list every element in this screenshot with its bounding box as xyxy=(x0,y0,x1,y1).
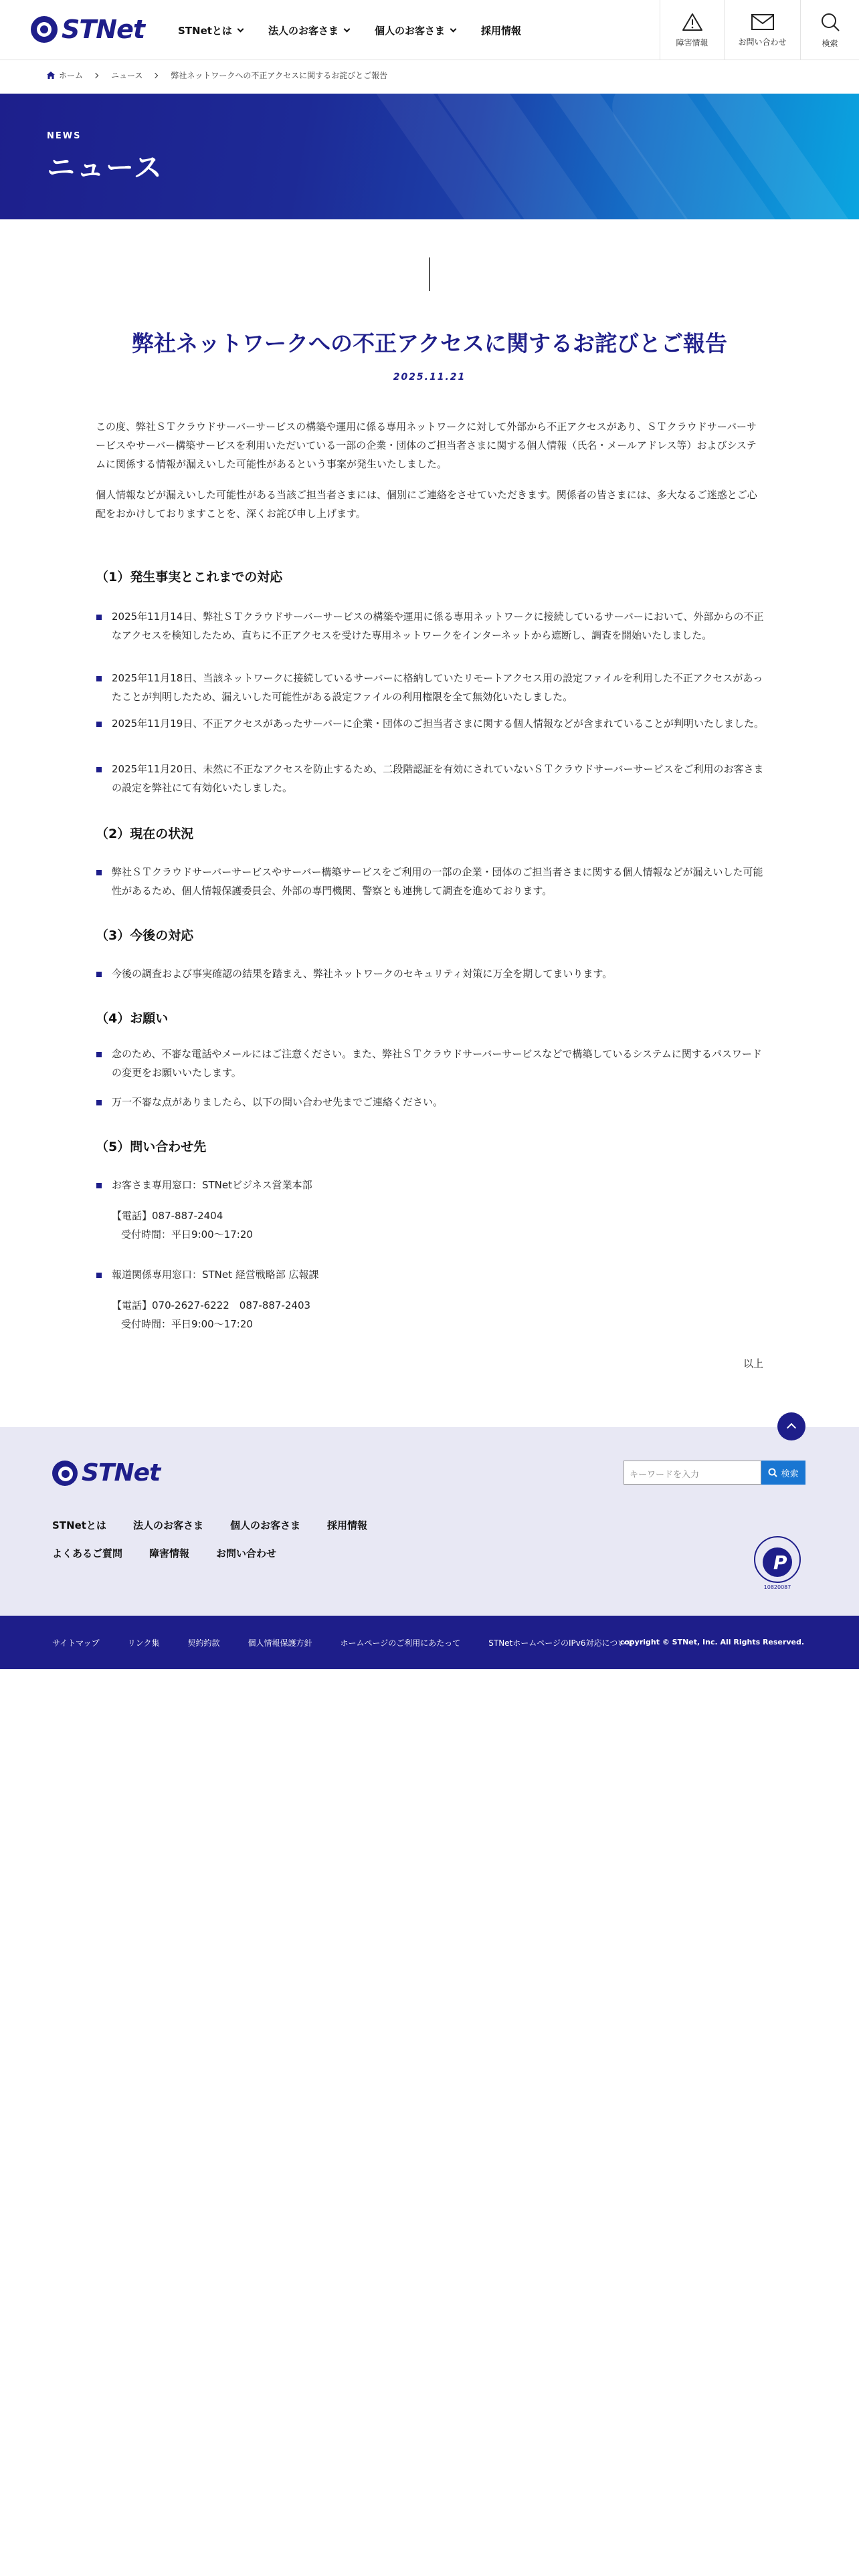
search-icon xyxy=(768,1468,777,1477)
nav-label: 採用情報 xyxy=(480,24,521,37)
nav-item-recruit[interactable] xyxy=(481,23,521,37)
search-label: 検索 xyxy=(822,38,838,48)
list-item: 弊社ＳＴクラウドサーバーサービスやサーバー構築サービスをご利用の一部の企業・団体のご担当者さまに関する個人情報などが漏えいした可能性があるため、個人情報保護委員会、外部の専門機関、警察とも連携して調査を進めております。 xyxy=(96,863,765,900)
breadcrumb xyxy=(47,70,387,81)
footer-link[interactable]: 個人のお客さま xyxy=(229,1519,300,1531)
contact-phone: 【電話】070-2627-6222 087-887-2403 xyxy=(112,1299,311,1311)
hero-label: NEWS xyxy=(47,131,82,141)
logo-text: STNet xyxy=(62,15,145,44)
footer-link[interactable]: 法人のお客さま xyxy=(132,1519,203,1531)
chevron-right-icon xyxy=(93,72,98,78)
footer-nav-row xyxy=(52,1546,303,1560)
list-item: 万一不審な点がありましたら、以下の問い合わせ先までご連絡ください。 xyxy=(96,1093,765,1111)
breadcrumb-current: 弊社ネットワークへの不正アクセスに関するお詫びとご報告 xyxy=(171,71,388,80)
contact-hours: 受付時間：平日9:00～17:20 xyxy=(121,1318,253,1330)
contact-button[interactable] xyxy=(724,0,800,60)
footer-bottom-bar xyxy=(0,1616,859,1669)
section-heading: （5）問い合わせ先 xyxy=(96,1140,207,1154)
footer-bottom-links xyxy=(52,1637,662,1648)
footer-logo[interactable] xyxy=(52,1459,160,1487)
intro-paragraph: この度、弊社ＳＴクラウドサーバーサービスの構築や運用に係る専用ネットワークに対して外部から不正アクセスがあり、ＳＴクラウドサーバーサービスやサーバー構築サービスを利用いただいている一部の企業・団体のご担当者さまに関する個人情報（氏名・メールアドレス等）およびシステムに関係する情報が漏えいした可能性があるという事案が発生いたしました。 xyxy=(96,421,757,470)
footer-nav-row xyxy=(52,1518,394,1532)
chevron-down-icon xyxy=(237,25,244,32)
contact-phone: 【電話】087-887-2404 xyxy=(112,1210,223,1222)
footer-link[interactable]: よくあるご質問 xyxy=(52,1547,123,1560)
list-item: 2025年11月14日、弊社ＳＴクラウドサーバーサービスの構築や運用に係る専用ネットワークに接続しているサーバーにおいて、外部からの不正なアクセスを検知したため、直ちに不正アクセスを受けた専用ネットワークをインターネットから遮断し、調査を開始いたしました。 xyxy=(96,607,765,645)
footer-link[interactable]: STNetとは xyxy=(52,1519,106,1531)
list-item: 2025年11月18日、当該ネットワークに接続しているサーバーに格納していたリモートアクセス用の設定ファイルを利用した不正アクセスがあったことが判明したため、漏えいした可能性がある設定ファイルの利用権限を全て無効化いたしました。 xyxy=(96,669,765,706)
page-top-button[interactable] xyxy=(777,1412,805,1440)
footer-link[interactable]: 障害情報 xyxy=(149,1547,190,1560)
contact-title: お客さま専用窓口：STNetビジネス営業本部 xyxy=(112,1179,312,1191)
mail-icon xyxy=(751,13,774,31)
list-item: 2025年11月20日、未然に不正なアクセスを防止するため、二段階認証を有効にされていないＳＴクラウドサーバーサービスをご利用のお客さまの設定を弊社にて有効化いたしました。 xyxy=(96,760,765,797)
breadcrumb-news[interactable]: ニュース xyxy=(111,71,143,80)
chevron-down-icon xyxy=(450,25,457,32)
list-item: 念のため、不審な電話やメールにはご注意ください。また、弊社ＳＴクラウドサーバーサービスなどで構築しているシステムに関するパスワードの変更をお願いいたします。 xyxy=(96,1045,765,1082)
footer-search xyxy=(624,1461,805,1485)
footer-bottom-link[interactable]: サイトマップ xyxy=(52,1638,100,1648)
footer-search-button[interactable] xyxy=(761,1461,805,1485)
section-divider xyxy=(429,257,430,291)
breadcrumb-home[interactable]: ホーム xyxy=(59,71,84,80)
svg-text:P: P xyxy=(773,1551,787,1574)
search-button[interactable] xyxy=(800,0,859,60)
search-icon xyxy=(820,12,840,32)
nav-label: STNetとは xyxy=(178,24,232,37)
list-item: 今後の調査および事実確認の結果を踏まえ、弊社ネットワークのセキュリティ対策に万全を期してまいります。 xyxy=(96,964,765,983)
list-item xyxy=(96,1265,765,1284)
logo-text: STNet xyxy=(82,1459,161,1487)
contact-title: 報道関係専用窓口：STNet 経営戦略部 広報課 xyxy=(112,1269,319,1281)
footer-link[interactable]: お問い合わせ xyxy=(216,1547,277,1560)
page-hero xyxy=(0,94,859,219)
article-title: 弊社ネットワークへの不正アクセスに関するお詫びとご報告 xyxy=(131,330,727,356)
page-title: ニュース xyxy=(47,151,163,184)
list-item xyxy=(96,1176,765,1194)
copyright: copyright © STNet, Inc. All Rights Reserved. xyxy=(619,1638,804,1646)
footer-link[interactable]: 採用情報 xyxy=(326,1519,367,1531)
section-heading: （3）今後の対応 xyxy=(96,928,194,943)
footer-bottom-link[interactable]: STNetホームページのIPv6対応について xyxy=(488,1638,634,1648)
chevron-right-icon xyxy=(153,72,158,78)
site-logo[interactable] xyxy=(31,15,145,44)
logo-mark-icon xyxy=(52,1461,78,1486)
section-heading: （1）発生事実とこれまでの対応 xyxy=(96,570,283,584)
privacy-mark-logo xyxy=(748,1533,807,1592)
trouble-info-label: 障害情報 xyxy=(676,37,708,47)
search-button-label: 検索 xyxy=(781,1469,799,1479)
chevron-down-icon xyxy=(344,25,351,32)
footer-bottom-link[interactable]: ホームページのご利用にあたって xyxy=(340,1638,461,1648)
contact-hours: 受付時間：平日9:00～17:20 xyxy=(121,1228,253,1241)
main-nav xyxy=(178,0,547,60)
warning-icon xyxy=(682,13,703,31)
home-icon xyxy=(47,72,55,79)
article-date: 2025.11.21 xyxy=(393,372,466,383)
section-heading: （2）現在の状況 xyxy=(96,827,194,841)
footer-bottom-link[interactable]: 個人情報保護方針 xyxy=(248,1638,312,1648)
footer-bottom-link[interactable]: 契約約款 xyxy=(187,1638,220,1648)
list-item: 2025年11月19日、不正アクセスがあったサーバーに企業・団体のご担当者さまに関する個人情報などが含まれていることが判明いたしました。 xyxy=(96,714,765,733)
nav-item-about[interactable] xyxy=(178,23,243,37)
svg-text:10820087: 10820087 xyxy=(763,1584,791,1590)
section-heading: （4）お願い xyxy=(96,1011,169,1026)
intro-paragraph: 個人情報などが漏えいした可能性がある当該ご担当者さまには、個別にご連絡をさせていただきます。関係者の皆さまには、多大なるご迷惑とご心配をおかけしておりますことを、深くお詫び申し上げます。 xyxy=(96,489,757,520)
logo-mark-icon xyxy=(31,16,58,43)
closing-text: 以上 xyxy=(743,1358,763,1370)
trouble-info-button[interactable] xyxy=(660,0,724,60)
contact-label: お問い合わせ xyxy=(738,37,787,47)
nav-label: 法人のお客さま xyxy=(268,24,339,37)
nav-item-personal[interactable] xyxy=(375,23,456,37)
nav-item-business[interactable] xyxy=(268,23,349,37)
site-footer xyxy=(0,1427,859,1616)
footer-search-input[interactable]: キーワードを入力 xyxy=(624,1461,761,1485)
site-header xyxy=(0,0,859,60)
nav-label: 個人のお客さま xyxy=(374,24,445,37)
footer-bottom-link[interactable]: リンク集 xyxy=(127,1638,160,1648)
